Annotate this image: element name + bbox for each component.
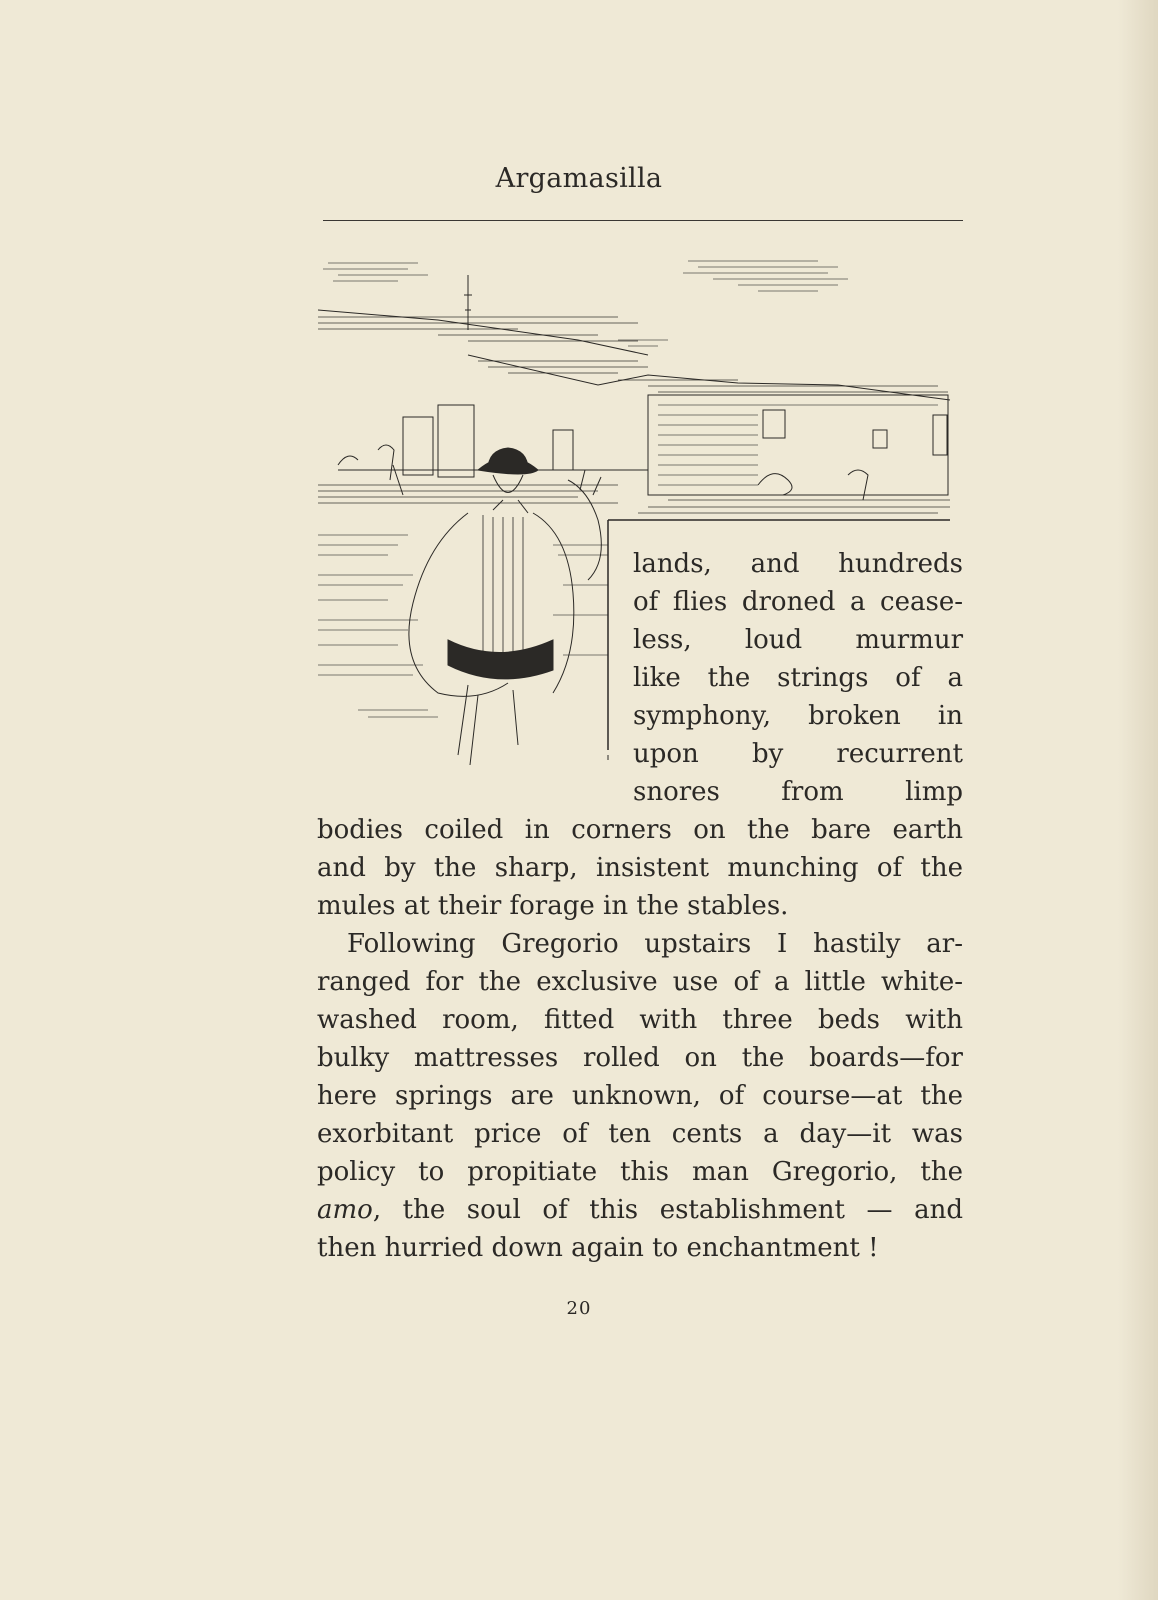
- text-line: bulky mattresses rolled on the boards—for: [317, 1043, 963, 1073]
- paragraph-first-line: Following Gregorio upstairs I hastily ar-: [347, 929, 963, 959]
- page-edge-shadow: [1118, 0, 1158, 1600]
- text-line: symphony, broken in: [633, 701, 963, 731]
- text-line: mules at their forage in the stables.: [317, 891, 789, 921]
- text-line: washed room, fitted with three beds with: [317, 1005, 963, 1035]
- text-line: like the strings of a: [633, 663, 963, 693]
- text-line: policy to propitiate this man Gregorio, the: [317, 1157, 963, 1187]
- page-number: 20: [566, 1298, 592, 1319]
- text-line: upon by recurrent: [633, 739, 963, 769]
- text-line: snores from limp: [633, 777, 963, 807]
- header-rule: [323, 220, 963, 221]
- text-line: of flies droned a cease-: [633, 587, 963, 617]
- text-line: here springs are unknown, of course—at the: [317, 1081, 963, 1111]
- running-head: Argamasilla: [495, 163, 663, 194]
- text-line: ranged for the exclusive use of a little white-: [317, 967, 963, 997]
- text-line: and by the sharp, insistent munching of the: [317, 853, 963, 883]
- text-line-amo: [317, 1191, 963, 1229]
- text-line: then hurried down again to enchantment !: [317, 1233, 879, 1263]
- text-line: lands, and hundreds: [633, 549, 963, 579]
- italic-word: amo: [317, 1195, 373, 1225]
- text-line: exorbitant price of ten cents a day—it was: [317, 1119, 963, 1149]
- text-line: bodies coiled in corners on the bare earth: [317, 815, 963, 845]
- text-line: less, loud murmur: [633, 625, 963, 655]
- text-span: , the soul of this establishment — and: [372, 1195, 963, 1225]
